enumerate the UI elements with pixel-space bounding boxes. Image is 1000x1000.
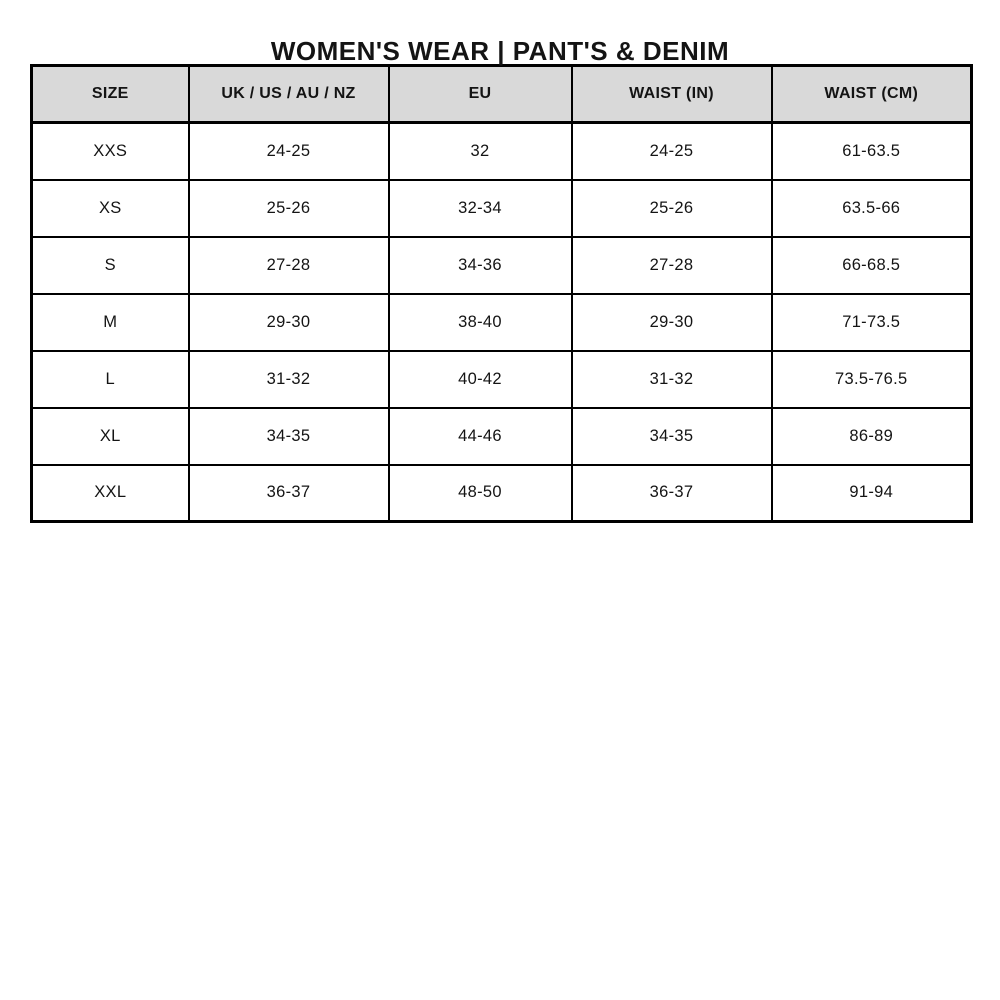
table-row-s	[32, 237, 972, 294]
cell-size: L	[32, 351, 189, 408]
cell-waist-in: 36-37	[572, 465, 772, 522]
cell-waist-cm: 73.5-76.5	[772, 351, 972, 408]
cell-waist-in: 27-28	[572, 237, 772, 294]
cell-size: XL	[32, 408, 189, 465]
cell-eu: 44-46	[389, 408, 572, 465]
cell-uk-us: 34-35	[189, 408, 389, 465]
cell-eu: 32-34	[389, 180, 572, 237]
cell-waist-cm: 61-63.5	[772, 123, 972, 180]
column-header-waist-in: WAIST (IN)	[572, 66, 772, 123]
cell-waist-in: 25-26	[572, 180, 772, 237]
cell-size: XXS	[32, 123, 189, 180]
cell-waist-cm: 86-89	[772, 408, 972, 465]
cell-size: S	[32, 237, 189, 294]
cell-size: M	[32, 294, 189, 351]
cell-eu: 40-42	[389, 351, 572, 408]
column-header-uk-us-au-nz: UK / US / AU / NZ	[189, 66, 389, 123]
cell-uk-us: 31-32	[189, 351, 389, 408]
cell-uk-us: 29-30	[189, 294, 389, 351]
cell-uk-us: 25-26	[189, 180, 389, 237]
cell-waist-cm: 63.5-66	[772, 180, 972, 237]
column-header-waist-cm: WAIST (CM)	[772, 66, 972, 123]
cell-size: XXL	[32, 465, 189, 522]
page-title: WOMEN'S WEAR | PANT'S & DENIM	[270, 36, 730, 66]
cell-waist-in: 29-30	[572, 294, 772, 351]
size-chart-table-wrap	[30, 64, 970, 523]
cell-waist-in: 24-25	[572, 123, 772, 180]
column-header-eu: EU	[389, 66, 572, 123]
table-row-xs	[32, 180, 972, 237]
table-row-xxl	[32, 465, 972, 522]
table-row-m	[32, 294, 972, 351]
cell-size: XS	[32, 180, 189, 237]
cell-eu: 38-40	[389, 294, 572, 351]
table-row-l	[32, 351, 972, 408]
header-row	[32, 66, 972, 123]
cell-eu: 34-36	[389, 237, 572, 294]
cell-uk-us: 24-25	[189, 123, 389, 180]
cell-waist-in: 34-35	[572, 408, 772, 465]
cell-waist-cm: 91-94	[772, 465, 972, 522]
size-chart-table	[30, 64, 973, 523]
table-row-xl	[32, 408, 972, 465]
table-row-xxs	[32, 123, 972, 180]
cell-uk-us: 27-28	[189, 237, 389, 294]
column-header-size: SIZE	[32, 66, 189, 123]
cell-uk-us: 36-37	[189, 465, 389, 522]
cell-waist-in: 31-32	[572, 351, 772, 408]
cell-waist-cm: 66-68.5	[772, 237, 972, 294]
cell-waist-cm: 71-73.5	[772, 294, 972, 351]
cell-eu: 32	[389, 123, 572, 180]
cell-eu: 48-50	[389, 465, 572, 522]
